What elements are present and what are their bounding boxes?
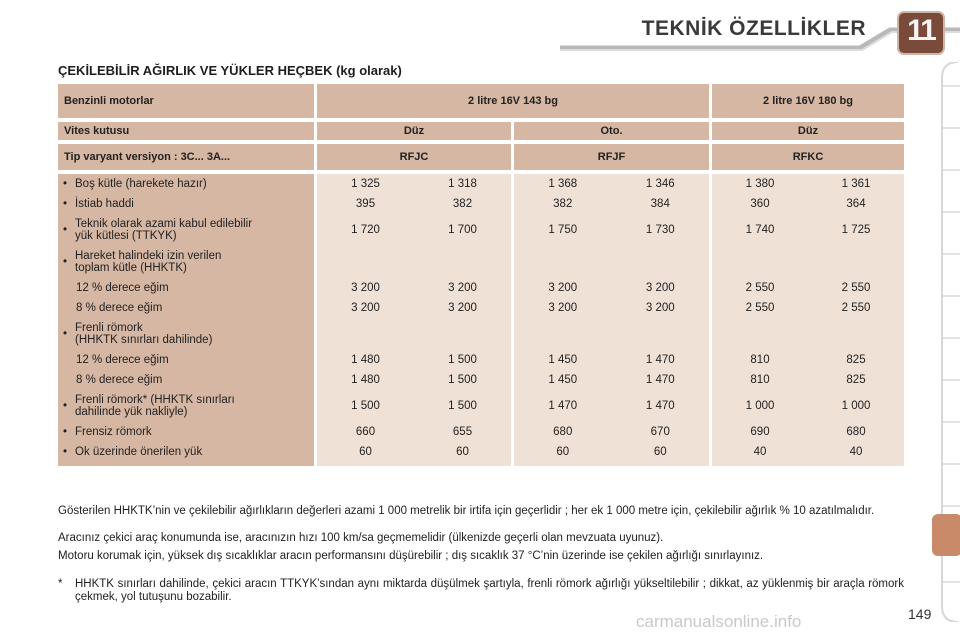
value-row	[514, 350, 709, 370]
row-label-text	[75, 426, 152, 438]
footnote-mark: *	[58, 578, 63, 590]
bullet: •	[63, 178, 68, 190]
value-cell: 3 200	[448, 302, 477, 314]
watermark: carmanualsonline.info	[636, 612, 802, 631]
variant-header-row	[58, 144, 904, 170]
row-label-line: 8 % derece eğim	[76, 302, 163, 314]
value-row	[514, 370, 709, 390]
value-cell: 1 325	[351, 178, 380, 190]
value-cell: 655	[452, 426, 473, 438]
value-cell: 364	[846, 198, 866, 210]
value-row	[712, 318, 904, 350]
row-label	[58, 370, 314, 390]
variant-label: Tip varyant versiyon : 3C... 3A...	[58, 144, 314, 170]
row-label	[58, 278, 314, 298]
engine-180: 2 litre 16V 180 bg	[712, 84, 904, 118]
value-cell: 1 000	[841, 400, 871, 412]
value-cell: 825	[846, 354, 866, 366]
value-cell: 2 550	[841, 282, 871, 294]
value-row	[317, 442, 511, 462]
value-cell: 60	[653, 446, 667, 458]
row-label-text	[76, 302, 162, 314]
engine-label: Benzinli motorlar	[58, 84, 314, 118]
value-cell: 360	[750, 198, 770, 210]
value-cell: 680	[846, 426, 866, 438]
engine-143: 2 litre 16V 143 bg	[317, 84, 709, 118]
value-row	[712, 370, 904, 390]
row-label-line: (HHKTK sınırları dahilinde)	[75, 334, 213, 346]
value-cell: 1 470	[645, 354, 675, 366]
value-cell: 1 380	[745, 178, 775, 190]
value-row	[317, 422, 511, 442]
value-cell: 1 750	[548, 224, 578, 236]
value-row	[514, 422, 709, 442]
value-cell: 1 346	[645, 178, 675, 190]
row-label	[58, 214, 314, 246]
bullet: •	[63, 426, 68, 438]
value-row	[317, 370, 511, 390]
row-label-text	[76, 374, 162, 386]
note-temperature: Motoru korumak için, yüksek dış sıcaklıklar aracın performansını düşürebilir ; dış sıcaklık 37 °C’nin üzerinde ise çekilen ağırlığı sınırlayınız.	[58, 550, 764, 562]
value-row	[712, 298, 904, 318]
value-cell: 1 480	[351, 354, 380, 366]
value-cell: 1 000	[745, 400, 775, 412]
table-body	[58, 174, 904, 466]
bullet: •	[63, 256, 68, 268]
row-label-line: yük kütlesi (TTKYK)	[75, 230, 177, 242]
value-row	[712, 214, 904, 246]
value-cell: 1 480	[351, 374, 380, 386]
row-label-text	[75, 394, 235, 418]
row-label-text	[76, 282, 169, 294]
gearbox-1: Düz	[317, 122, 511, 140]
page-number: 149	[908, 606, 932, 622]
value-cell: 1 500	[448, 374, 477, 386]
value-row	[712, 390, 904, 422]
engine-header-row	[58, 84, 904, 118]
value-cell: 382	[452, 198, 473, 210]
gearbox-2: Oto.	[514, 122, 709, 140]
footnote-text: HHKTK sınırları dahilinde, çekici aracın TTKYK’sından aynı miktarda düşülmek şartıyla, frenli römork ağırlığı yükseltilebilir ; dikkat, az yüklenmiş bir araçla römork çekmek, yol tutuşunu bozabilir.	[75, 578, 904, 603]
value-cell: 2 550	[841, 302, 871, 314]
row-label-line: 12 % derece eğim	[76, 282, 169, 294]
note-speed: Aracınız çekici araç konumunda ise, aracınızın hızı 100 km/sa geçmemelidir (ülkenizde geçerli olan mevzuata uyunuz).	[58, 532, 664, 544]
value-cell: 3 200	[351, 282, 380, 294]
value-cell: 825	[846, 374, 866, 386]
value-cell: 1 500	[448, 400, 477, 412]
value-cell: 3 200	[645, 282, 675, 294]
row-label-line: İstiab haddi	[75, 198, 134, 210]
row-label-line: 12 % derece eğim	[76, 354, 169, 366]
bullet: •	[63, 328, 68, 340]
value-cell: 3 200	[448, 282, 477, 294]
value-row	[317, 194, 511, 214]
value-row	[514, 214, 709, 246]
value-row	[712, 246, 904, 278]
variant-1: RFJC	[317, 144, 511, 170]
row-label	[58, 422, 314, 442]
value-cell: 810	[750, 374, 770, 386]
value-cell: 1 500	[448, 354, 477, 366]
value-cell: 1 318	[448, 178, 477, 190]
gearbox-label: Vites kutusu	[58, 122, 314, 140]
value-cell: 3 200	[548, 302, 578, 314]
value-cell: 40	[753, 446, 767, 458]
value-cell: 1 450	[548, 374, 578, 386]
value-row	[317, 390, 511, 422]
value-cell: 1 368	[548, 178, 578, 190]
row-label	[58, 350, 314, 370]
value-row	[317, 278, 511, 298]
row-label	[58, 174, 314, 194]
row-label-text	[75, 178, 207, 190]
row-label-text	[76, 354, 169, 366]
value-cell: 60	[456, 446, 469, 458]
rfjc-values-column	[317, 174, 511, 466]
value-row	[712, 422, 904, 442]
value-row	[514, 174, 709, 194]
value-row	[317, 174, 511, 194]
value-row	[514, 298, 709, 318]
bullet: •	[63, 400, 68, 412]
gearbox-3: Düz	[712, 122, 904, 140]
row-label-text	[75, 322, 212, 346]
value-cell: 3 200	[351, 302, 380, 314]
value-row	[514, 318, 709, 350]
value-row	[514, 442, 709, 462]
rfjf-values-column	[514, 174, 709, 466]
value-row	[514, 246, 709, 278]
row-label-text	[75, 250, 221, 274]
value-row	[712, 442, 904, 462]
value-row	[712, 194, 904, 214]
note-altitude: Gösterilen HHKTK’nin ve çekilebilir ağırlıkların değerleri azami 1 000 metrelik bir irtifa için geçerlidir ; her ek 1 000 metre için, çekilebilir ağırlık % 10 azatılmalıdır.	[58, 505, 875, 517]
value-cell: 60	[359, 446, 372, 458]
value-cell: 60	[556, 446, 570, 458]
value-row	[514, 194, 709, 214]
row-label-line: toplam kütle (HHKTK)	[75, 262, 187, 274]
bullet: •	[63, 446, 68, 458]
value-cell: 2 550	[745, 302, 775, 314]
value-row	[514, 278, 709, 298]
value-cell: 1 500	[351, 400, 380, 412]
row-label-text	[75, 446, 202, 458]
value-cell: 1 470	[645, 374, 675, 386]
value-cell: 660	[355, 426, 376, 438]
value-row	[317, 214, 511, 246]
value-cell: 1 361	[841, 178, 871, 190]
value-cell: 810	[750, 354, 770, 366]
value-cell: 1 470	[548, 400, 578, 412]
bullet: •	[63, 198, 68, 210]
row-label	[58, 390, 314, 422]
value-cell: 680	[553, 426, 573, 438]
value-cell: 1 740	[745, 224, 775, 236]
value-row	[317, 298, 511, 318]
row-label-line: Frenli römork* (HHKTK sınırları	[75, 394, 235, 406]
row-label-line: dahilinde yük nakliyle)	[75, 406, 188, 418]
section-title: ÇEKİLEBİLİR AĞIRLIK VE YÜKLER HEÇBEK (kg olarak)	[58, 63, 402, 78]
row-label	[58, 194, 314, 214]
row-label-line: Ok üzerinde önerilen yük	[75, 446, 203, 458]
value-cell: 384	[650, 198, 670, 210]
row-label-text	[75, 198, 134, 210]
value-cell: 3 200	[548, 282, 578, 294]
bullet: •	[63, 224, 68, 236]
value-cell: 382	[553, 198, 573, 210]
row-label-line: Hareket halindeki izin verilen	[75, 250, 222, 262]
row-label-text	[75, 218, 252, 242]
value-cell: 1 725	[841, 224, 871, 236]
row-label	[58, 318, 314, 350]
value-row	[317, 246, 511, 278]
value-cell: 1 450	[548, 354, 578, 366]
row-label-line: Teknik olarak azami kabul edilebilir	[75, 218, 253, 230]
row-labels-column	[58, 174, 314, 466]
value-cell: 670	[650, 426, 670, 438]
row-label-line: Boş kütle (harekete hazır)	[75, 178, 207, 190]
row-label-line: Frensiz römork	[75, 426, 152, 438]
value-cell: 1 720	[351, 224, 380, 236]
chapter-number: 11	[907, 14, 935, 47]
value-row	[712, 350, 904, 370]
value-row	[712, 174, 904, 194]
value-cell: 1 470	[645, 400, 675, 412]
towing-weights-table	[58, 84, 904, 466]
value-cell: 1 700	[448, 224, 477, 236]
variant-2: RFJF	[514, 144, 709, 170]
row-label	[58, 442, 314, 462]
row-label-line: 8 % derece eğim	[76, 374, 163, 386]
row-label-line: Frenli römork	[75, 322, 143, 334]
value-cell: 2 550	[745, 282, 775, 294]
page-header-title: TEKNİK ÖZELLİKLER	[641, 17, 866, 40]
variant-3: RFKC	[712, 144, 904, 170]
value-cell: 395	[355, 198, 376, 210]
value-cell: 3 200	[645, 302, 675, 314]
value-row	[317, 350, 511, 370]
value-cell: 690	[750, 426, 770, 438]
rfkc-values-column	[712, 174, 904, 466]
gearbox-header-row	[58, 122, 904, 140]
value-cell: 1 730	[645, 224, 675, 236]
value-row	[317, 318, 511, 350]
row-label	[58, 298, 314, 318]
chapter-side-tabs	[928, 62, 960, 622]
value-row	[514, 390, 709, 422]
row-label	[58, 246, 314, 278]
value-cell: 40	[849, 446, 863, 458]
value-row	[712, 278, 904, 298]
